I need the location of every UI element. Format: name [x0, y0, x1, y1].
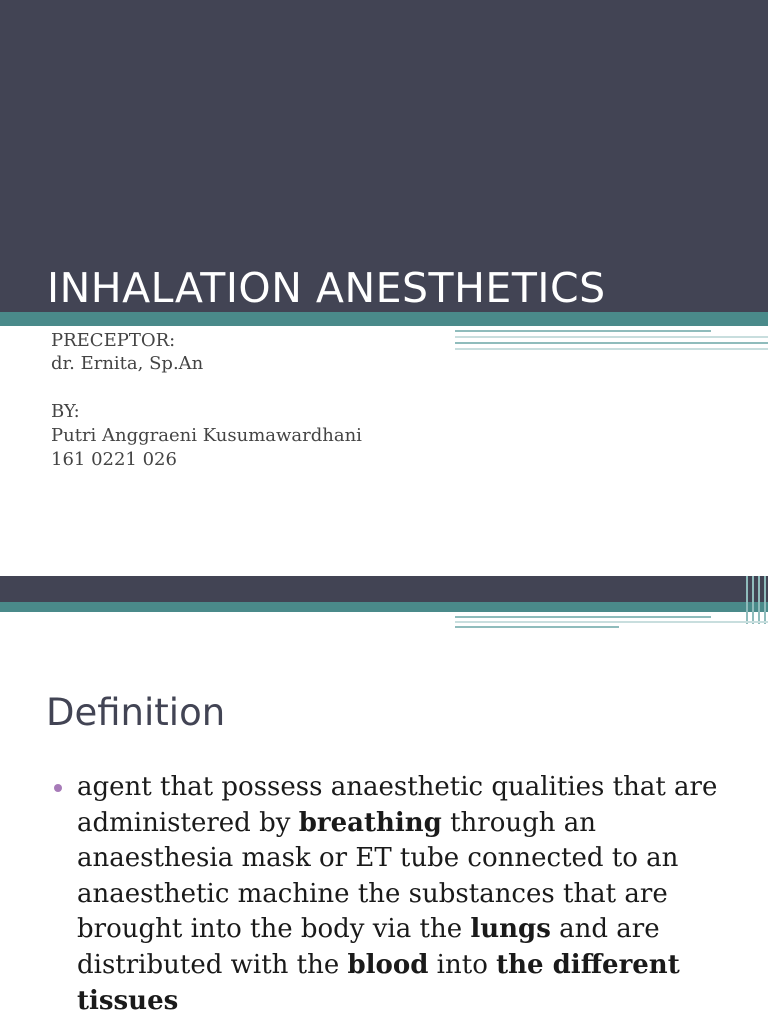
decor-stripe — [455, 621, 768, 623]
slide-title: INHALATION ANESTHETICS — [47, 264, 606, 312]
bullet-emphasis: lungs — [470, 914, 551, 945]
bullet-text-part: through an anaesthesia mask or ET tube connected to an anaesthetic machine the substances that are brought into the body via the — [77, 807, 679, 945]
author-id: 161 0221 026 — [51, 449, 177, 470]
decor-stripe — [455, 348, 768, 350]
bullet-emphasis: the different tissues — [77, 949, 680, 1016]
bullet-emphasis: breathing — [298, 807, 442, 838]
bullet-emphasis: blood — [347, 949, 429, 980]
decor-stripe — [455, 336, 768, 338]
preceptor-name: dr. Ernita, Sp.An — [51, 353, 204, 374]
decor-vstripe — [752, 576, 754, 624]
bullet-text-part: and are distributed with the — [77, 914, 660, 980]
accent-band — [0, 312, 768, 326]
bullet-text — [77, 770, 757, 1019]
decor-stripe — [455, 626, 619, 628]
preceptor-label: PRECEPTOR: — [51, 330, 176, 351]
accent-band — [0, 602, 768, 612]
decor-vstripe — [758, 576, 760, 624]
header-band — [0, 576, 768, 602]
decor-stripe — [455, 342, 768, 344]
decor-stripe — [455, 616, 711, 618]
content-slide — [0, 576, 768, 1024]
decor-vstripe — [764, 576, 766, 624]
slide-title: Definition — [46, 691, 226, 734]
decor-stripe — [455, 330, 711, 332]
bullet-dot-icon — [54, 784, 62, 792]
bullet-text-part: agent that possess anaesthetic qualities that are administered by — [77, 772, 718, 838]
decor-vstripe — [746, 576, 748, 624]
by-label: BY: — [51, 401, 80, 422]
bullet-text-part: into — [428, 949, 497, 980]
author-name: Putri Anggraeni Kusumawardhani — [51, 425, 362, 446]
